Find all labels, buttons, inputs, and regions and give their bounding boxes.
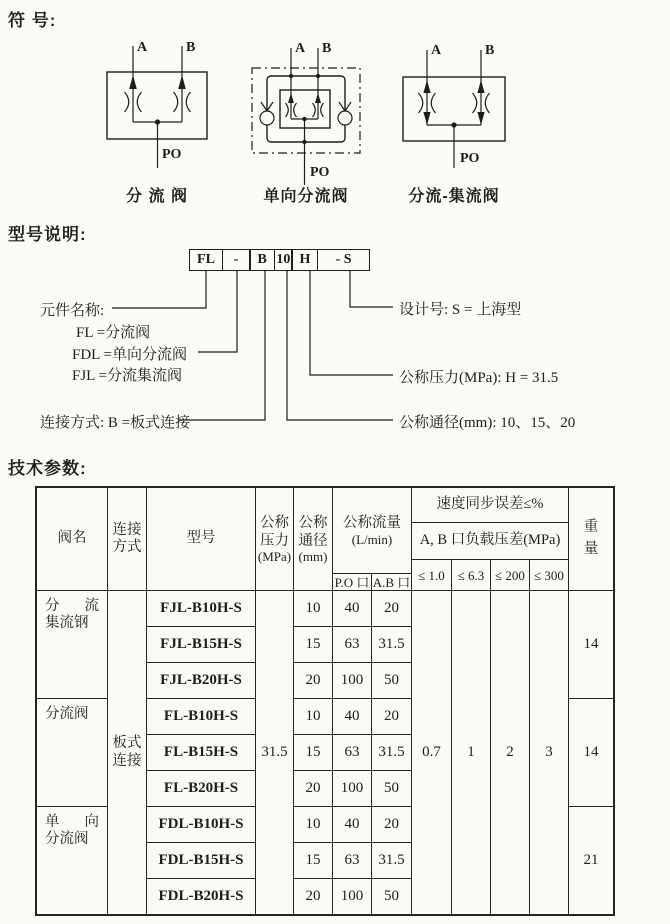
td-flow-ab-8: 50 — [372, 879, 411, 914]
td-flow-po-3: 40 — [333, 699, 371, 734]
valve-group-text: 集流钢 — [45, 615, 89, 632]
td-diameter-2: 20 — [294, 663, 332, 698]
td-model-0: FJL-B10H-S — [147, 591, 255, 626]
td-flow-po-1: 63 — [333, 627, 371, 662]
model-code-box-connection: B — [249, 249, 275, 271]
td-diameter-5: 20 — [294, 771, 332, 806]
label-connection-type: 连接方式: B =板式连接 — [40, 415, 191, 431]
td-flow-ab-2: 50 — [372, 663, 411, 698]
symbol-caption-flow-divider: 分 流 阀 — [126, 188, 188, 205]
model-code-box-pressure: H — [291, 249, 318, 271]
th-pressure-line2: 压力 — [260, 532, 289, 549]
td-sync-value-2: 1 — [452, 591, 490, 914]
td-valve-group-fdl — [37, 807, 107, 914]
td-sync-value-4: 3 — [530, 591, 568, 914]
td-flow-po-4: 63 — [333, 735, 371, 770]
th-flow-po-port: P.O 口 — [334, 574, 370, 590]
port-label-po: PO — [460, 151, 480, 166]
td-sync-value-1: 0.7 — [412, 591, 451, 914]
port-label-a: A — [431, 43, 442, 58]
td-weight-fl: 14 — [569, 699, 613, 806]
th-valve-name: 阀名 — [37, 488, 107, 590]
td-flow-ab-1: 31.5 — [372, 627, 411, 662]
th-pressure — [256, 488, 293, 590]
th-connection-line2: 方式 — [112, 539, 142, 555]
th-diameter-line2: 通径 — [298, 532, 328, 549]
td-model-2: FJL-B20H-S — [147, 663, 255, 698]
model-code-boxes — [189, 249, 370, 271]
model-code-box-series: FL — [189, 249, 223, 271]
th-pressure-unit: (MPa) — [257, 548, 292, 564]
valve-group-text: 分流阀 — [45, 706, 89, 722]
td-connection-type — [108, 591, 146, 914]
td-connection-line2: 连接 — [112, 752, 142, 769]
one-way-flow-divider-valve-symbol — [252, 48, 360, 185]
label-fdl-meaning: FDL =单向分流阀 — [72, 347, 187, 363]
symbol-caption-divider-combiner: 分流-集流阀 — [408, 188, 500, 205]
th-flow-ab-port: A.B 口 — [372, 574, 411, 590]
td-flow-po-5: 100 — [333, 771, 371, 806]
td-model-1: FJL-B15H-S — [147, 627, 255, 662]
label-nominal-diameter: 公称通径(mm): 10、15、20 — [399, 415, 576, 431]
td-flow-ab-0: 20 — [372, 591, 411, 626]
td-valve-group-fl — [37, 699, 107, 806]
td-flow-po-0: 40 — [333, 591, 371, 626]
model-code-box-size: 10 — [274, 249, 293, 271]
td-sync-value-3: 2 — [491, 591, 529, 914]
technical-parameters-table — [35, 486, 615, 916]
td-diameter-0: 10 — [294, 591, 332, 626]
section-title-technical-parameters: 技术参数: — [8, 459, 87, 478]
valve-group-text: 向 — [84, 814, 99, 830]
th-connection — [108, 488, 146, 590]
td-weight-fdl: 21 — [569, 807, 613, 914]
td-flow-po-6: 40 — [333, 807, 371, 842]
td-nominal-pressure: 31.5 — [256, 591, 293, 914]
label-design-number: 设计号: S = 上海型 — [399, 302, 522, 318]
td-diameter-8: 20 — [294, 879, 332, 914]
td-model-3: FL-B10H-S — [147, 699, 255, 734]
td-model-7: FDL-B15H-S — [147, 843, 255, 878]
td-model-4: FL-B15H-S — [147, 735, 255, 770]
td-model-8: FDL-B20H-S — [147, 879, 255, 914]
th-connection-line1: 连接 — [112, 521, 142, 538]
th-sync-col-2: ≤ 6.3 — [452, 560, 490, 590]
symbol-caption-one-way-divider: 单向分流阀 — [263, 188, 349, 205]
th-sync-error-title: 速度同步误差≤% — [412, 488, 568, 522]
td-flow-po-7: 63 — [333, 843, 371, 878]
port-label-b: B — [186, 40, 196, 55]
td-flow-po-2: 100 — [333, 663, 371, 698]
flow-divider-valve-symbol — [107, 46, 207, 168]
td-flow-po-8: 100 — [333, 879, 371, 914]
port-label-a: A — [295, 41, 306, 56]
valve-group-text: 分 — [45, 598, 60, 614]
td-diameter-4: 15 — [294, 735, 332, 770]
th-flow-unit: (L/min) — [351, 531, 393, 547]
th-weight-line1: 重 — [583, 519, 599, 536]
model-code-box-design: - S — [317, 249, 370, 271]
label-fjl-meaning: FJL =分流集流阀 — [72, 368, 182, 384]
port-label-b: B — [485, 43, 495, 58]
td-model-5: FL-B20H-S — [147, 771, 255, 806]
label-nominal-pressure: 公称压力(MPa): H = 31.5 — [399, 370, 559, 386]
th-diameter — [294, 488, 332, 590]
label-component-name: 元件名称: — [40, 303, 105, 319]
th-sync-col-4: ≤ 300 — [530, 560, 568, 590]
th-flow-title: 公称流量 — [343, 515, 401, 532]
td-weight-fjl: 14 — [569, 591, 613, 698]
th-diameter-unit: (mm) — [298, 548, 328, 564]
th-weight — [569, 488, 613, 590]
th-flow — [333, 488, 411, 573]
port-label-po: PO — [310, 165, 330, 180]
section-title-model-designation: 型号说明: — [8, 225, 87, 244]
th-sync-error-subtitle: A, B 口负载压差(MPa) — [412, 523, 568, 559]
th-sync-col-1: ≤ 1.0 — [412, 560, 451, 590]
label-fl-meaning: FL =分流阀 — [76, 325, 151, 341]
td-flow-ab-5: 50 — [372, 771, 411, 806]
port-label-po: PO — [162, 147, 182, 162]
th-weight-line2: 量 — [583, 541, 599, 557]
td-connection-line1: 板式 — [112, 735, 142, 752]
port-label-b: B — [322, 41, 332, 56]
valve-group-text: 流 — [84, 598, 99, 614]
section-title-symbols: 符 号: — [8, 11, 57, 30]
model-code-box-dash: - — [222, 249, 251, 271]
td-flow-ab-7: 31.5 — [372, 843, 411, 878]
port-label-a: A — [137, 40, 148, 55]
valve-group-text: 单 — [45, 814, 60, 830]
td-diameter-6: 10 — [294, 807, 332, 842]
td-diameter-7: 15 — [294, 843, 332, 878]
td-model-6: FDL-B10H-S — [147, 807, 255, 842]
td-diameter-1: 15 — [294, 627, 332, 662]
valve-group-text: 分流阀 — [45, 831, 89, 848]
td-flow-ab-3: 20 — [372, 699, 411, 734]
th-pressure-line1: 公称 — [260, 515, 289, 532]
th-sync-col-3: ≤ 200 — [491, 560, 529, 590]
th-diameter-line1: 公称 — [298, 515, 328, 532]
th-model: 型号 — [147, 488, 255, 590]
td-diameter-3: 10 — [294, 699, 332, 734]
td-valve-group-fjl — [37, 591, 107, 698]
divider-combiner-valve-symbol — [403, 50, 505, 168]
td-flow-ab-6: 20 — [372, 807, 411, 842]
td-flow-ab-4: 31.5 — [372, 735, 411, 770]
